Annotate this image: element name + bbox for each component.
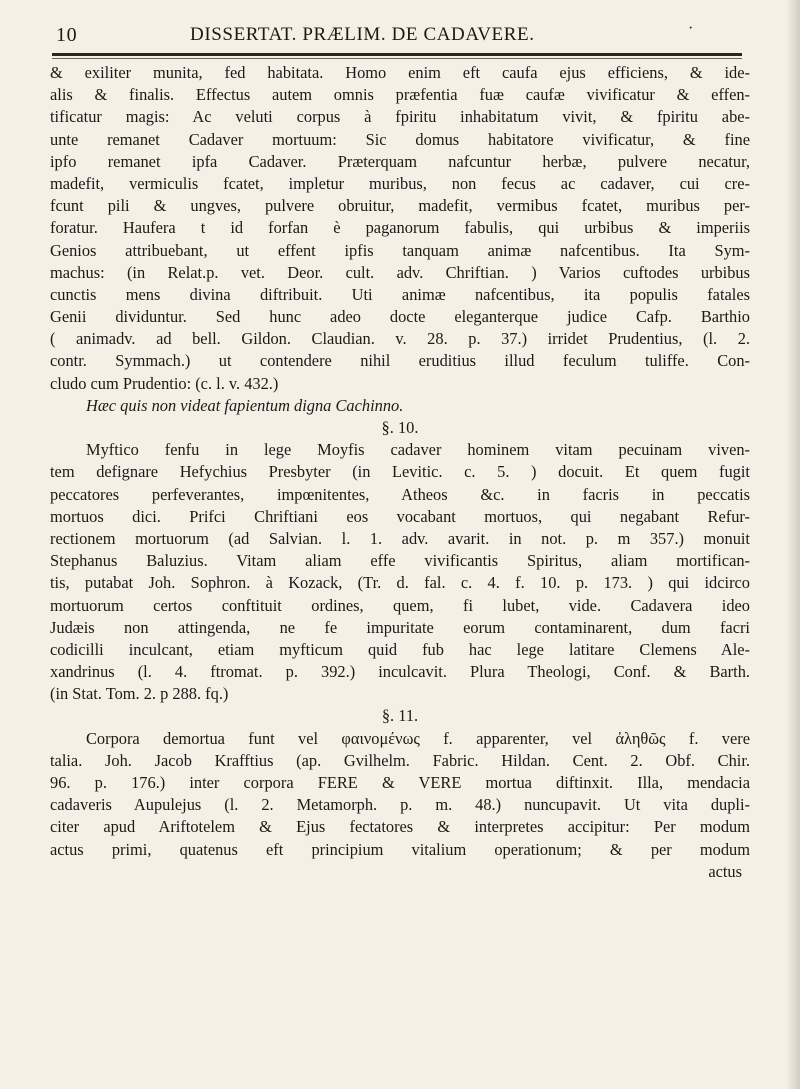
- text-line: 96. p. 176.) inter corpora FERE & VERE mortua diftinxit. Illa, mendacia: [50, 773, 750, 792]
- text-line: actus primi, quatenus eft principium vitalium operationum; & per modum: [50, 839, 750, 859]
- text-line: Genii dividuntur. Sed hunc adeo docte eleganterque judice Cafp. Barthio: [50, 307, 750, 327]
- text-line: fcunt pili & ungves, pulvere obruitur, madefit, vermibus fcatet, muribus per-: [50, 196, 750, 216]
- text-line: ipfo remanet ipfa Cadaver. Præterquam nafcuntur herbæ, pulvere necatur,: [50, 151, 750, 171]
- text-line: tificatur magis: Ac veluti corpus à fpiritu inhabitatum vivit, & fpiritu abe-: [50, 107, 750, 127]
- text-line: Stephanus Baluzius. Vitam aliam effe vivificantis Spiritus, aliam mortifican-: [50, 551, 750, 571]
- text-line: foratur. Haufera t id forfan è paganorum fabulis, qui urbibus & imperiis: [50, 218, 750, 238]
- page-number: 10: [56, 24, 78, 46]
- text-line: ( animadv. ad bell. Gildon. Claudian. v. 28. p. 37.) irridet Prudentius, (l. 2.: [50, 329, 750, 349]
- text-line: alis & finalis. Effectus autem omnis præfentia fuæ caufæ vivificatur & effen-: [50, 85, 750, 105]
- text-line: peccatores perfeverantes, impœnitentes, Atheos &c. in facris in peccatis: [50, 484, 750, 504]
- verse-quote: Hæc quis non videat fapientum digna Cachinno.: [86, 395, 404, 415]
- text-line: machus: (in Relat.p. vet. Deor. cult. adv. Chriftian. ) Varios cuftodes urbibus: [50, 262, 750, 282]
- text-line: talia. Joh. Jacob Krafftius (ap. Gvilhelm. Fabric. Hildan. Cent. 2. Obf. Chir.: [50, 750, 750, 770]
- section-heading-11: §. 11.: [381, 706, 419, 726]
- text-line: cadaveris Aupulejus (l. 2. Metamorph. p. m. 48.) nuncupavit. Ut vita dupli-: [50, 795, 750, 815]
- text-line: Corpora demortua funt vel φαινομένως f. apparenter, vel ἀληθῶς f. vere: [86, 728, 750, 748]
- text-line: Myftico fenfu in lege Moyfis cadaver hominem vitam pecuinam viven-: [86, 440, 750, 460]
- text-line: Genios attribuebant, ut effent ipfis tanquam animæ nafcentibus. Ita Sym-: [50, 240, 750, 260]
- text-line: contr. Symmach.) ut contendere nihil eruditius illud feculum tuliffe. Con-: [50, 351, 750, 371]
- text-line: Judæis non attingenda, ne fe impuritate eorum contaminarent, dum facri: [50, 617, 750, 637]
- text-line: mortuos dici. Prifci Chriftiani eos vocabant mortuos, qui negabant Refur-: [50, 506, 750, 526]
- catchword: actus: [708, 861, 742, 881]
- text-line: & exiliter munita, fed habitata. Homo enim eft caufa ejus efficiens, & ide-: [50, 63, 750, 82]
- header-rule-thin: [52, 58, 742, 59]
- header-mark: ·: [688, 20, 694, 37]
- text-line: citer apud Ariftotelem & Ejus fectatores & interpretes accipitur: Per modum: [50, 817, 750, 837]
- text-line: unte remanet Cadaver mortuum: Sic domus habitatore vivificatur, & fine: [50, 129, 750, 149]
- text-line: codicilli inculcant, etiam myfticum quid fub hac lege latitare Clemens Ale-: [50, 639, 750, 659]
- page-edge-shadow: [786, 0, 800, 1089]
- text-line: madefit, vermiculis fcatet, impletur muribus, non fecus ac cadaver, cui cre-: [50, 173, 750, 193]
- text-line: cunctis mens divina diftribuit. Uti animæ nafcentibus, ita populis fatales: [50, 284, 750, 304]
- text-line: xandrinus (l. 4. ftromat. p. 392.) inculcavit. Plura Theologi, Conf. & Barth.: [50, 662, 750, 682]
- section-heading-10: §. 10.: [381, 418, 419, 437]
- text-line: rectionem mortuorum (ad Salvian. l. 1. adv. avarit. in not. p. m 357.) monuit: [50, 528, 750, 548]
- text-line: mortuorum certos conftituit ordines, quem, fi lubet, vide. Cadavera ideo: [50, 595, 750, 615]
- text-line: tem defignare Hefychius Presbyter (in Levitic. c. 5. ) docuit. Et quem fugit: [50, 462, 750, 482]
- running-header: [50, 22, 750, 50]
- text-line: cludo cum Prudentio: (c. l. v. 432.): [50, 373, 279, 393]
- body-text: [50, 62, 750, 883]
- running-title: DISSERTAT. PRÆLIM. DE CADAVERE.: [190, 24, 535, 45]
- text-line: (in Stat. Tom. 2. p 288. fq.): [50, 684, 229, 704]
- text-line: tis, putabat Joh. Sophron. à Kozack, (Tr. d. fal. c. 4. f. 10. p. 173. ) qui idcirco: [50, 573, 750, 593]
- header-rule: [52, 53, 742, 56]
